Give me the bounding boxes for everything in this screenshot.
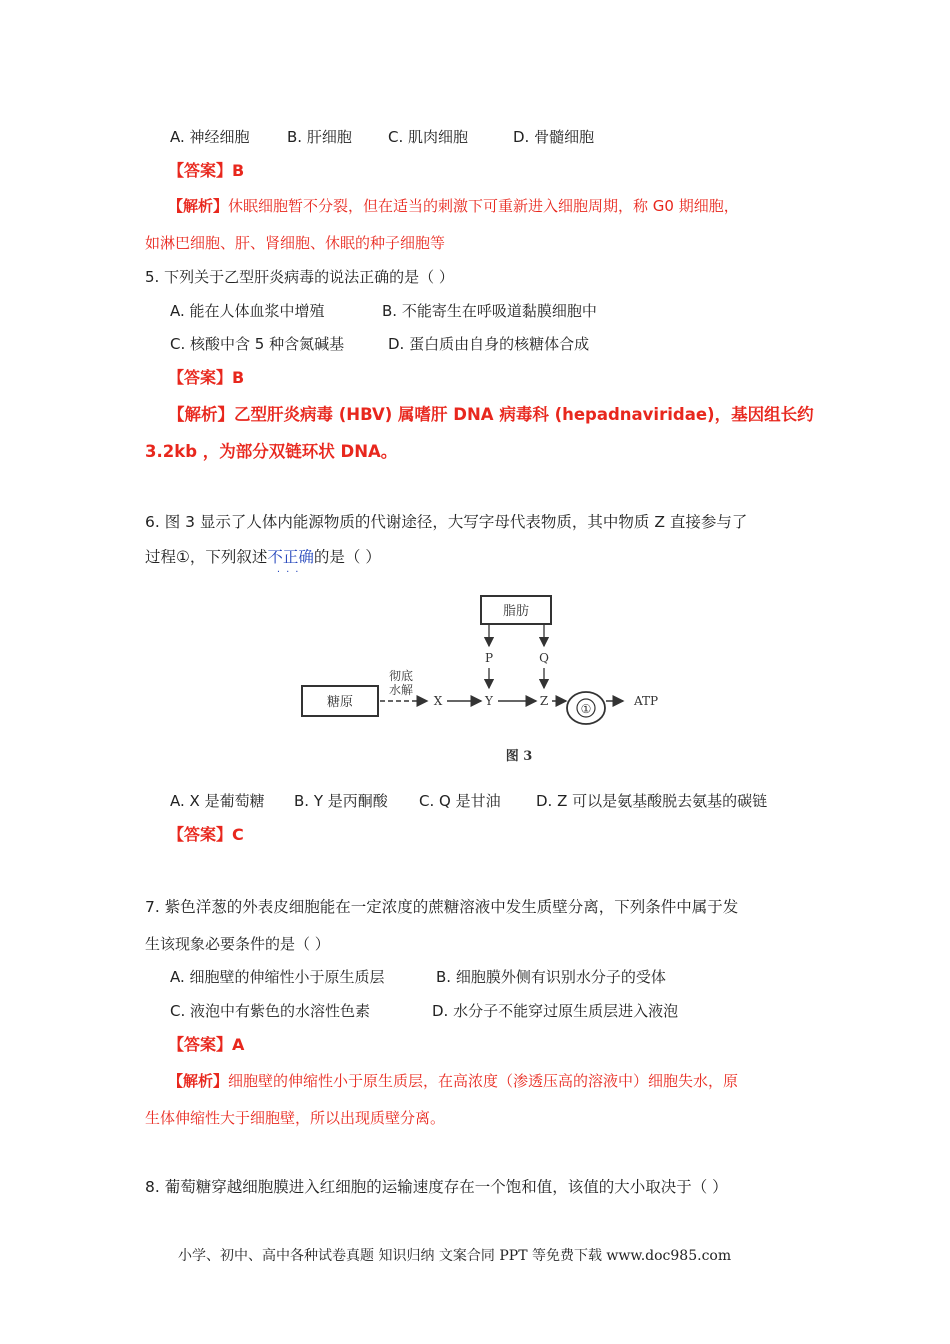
q5-answer: 【答案】B (168, 368, 245, 387)
q4-explain-text-1: 休眠细胞暂不分裂，但在适当的刺激下可重新进入细胞周期，称 G0 期细胞， (228, 197, 739, 215)
q4-explanation-line-2: 如淋巴细胞、肝、肾细胞、休眠的种子细胞等 (145, 234, 446, 252)
q6-option-b: B. Y 是丙酮酸 (294, 792, 388, 810)
q7-answer: 【答案】A (168, 1035, 245, 1054)
q5-explanation-line-1: 【解析】乙型肝炎病毒 (HBV) 属嗜肝 DNA 病毒科 (hepadnaviridae)，基因组长约 (168, 405, 814, 424)
q4-explain-label: 【解析】 (168, 197, 229, 215)
q5-option-b: B. 不能寄生在呼吸道黏膜细胞中 (382, 302, 597, 320)
q6-option-a: A. X 是葡萄糖 (170, 792, 265, 810)
q6-option-d: D. Z 可以是氨基酸脱去氨基的碳链 (536, 792, 768, 810)
q6-emphasis (267, 548, 314, 578)
q7-option-c: C. 液泡中有紫色的水溶性色素 (170, 1002, 371, 1020)
q-label: Q (539, 651, 549, 665)
q5-options-row-1 (170, 301, 597, 321)
cycle-label: ① (580, 702, 592, 716)
q4-explanation-line-1 (168, 196, 739, 216)
x-label: X (433, 694, 443, 708)
q6-options (170, 791, 767, 811)
q7-option-d: D. 水分子不能穿过原生质层进入液泡 (432, 1002, 679, 1020)
q6-stem-line-1: 6. 图 3 显示了人体内能源物质的代谢途径，大写字母代表物质，其中物质 Z 直接参与了 (145, 513, 748, 531)
q7-option-b: B. 细胞膜外侧有识别水分子的受体 (436, 968, 666, 986)
z-label: Z (539, 694, 549, 708)
q5-stem: 5. 下列关于乙型肝炎病毒的说法正确的是（ ） (145, 268, 454, 286)
q7-option-a: A. 细胞壁的伸缩性小于原生质层 (170, 968, 385, 986)
q7-options-row-2 (170, 1001, 678, 1021)
q6-stem-pre: 过程①，下列叙述 (145, 548, 268, 566)
q4-option-b: B. 肝细胞 (287, 128, 352, 146)
q7-explain-text-1: 细胞壁的伸缩性小于原生质层，在高浓度（渗透压高的溶液中）细胞失水，原 (228, 1072, 739, 1090)
q7-stem-line-1: 7. 紫色洋葱的外表皮细胞能在一定浓度的蔗糖溶液中发生质壁分离，下列条件中属于发 (145, 898, 739, 916)
metabolism-diagram (290, 588, 670, 768)
fat-label: 脂肪 (502, 604, 530, 619)
q6-stem-line-2 (145, 547, 381, 578)
q5-options-row-2 (170, 334, 589, 354)
q7-explanation-line-1 (168, 1071, 738, 1091)
q7-stem-line-2: 生该现象必要条件的是（ ） (145, 935, 330, 953)
q4-answer: 【答案】B (168, 161, 245, 180)
q6-option-c: C. Q 是甘油 (419, 792, 501, 810)
atp-label: ATP (633, 694, 659, 708)
hydrolysis-label-1: 彻底 (388, 669, 414, 683)
q7-explain-label: 【解析】 (168, 1072, 229, 1090)
q5-option-a: A. 能在人体血浆中增殖 (170, 302, 325, 320)
hydrolysis-label-2: 水解 (388, 683, 414, 697)
q5-explanation-line-2: 3.2kb ，为部分双链环状 DNA。 (145, 442, 398, 461)
q7-explanation-line-2: 生体伸缩性大于细胞壁，所以出现质壁分离。 (145, 1109, 446, 1127)
q4-option-d: D. 骨髓细胞 (513, 128, 595, 146)
y-label: Y (485, 694, 493, 708)
q8-stem: 8. 葡萄糖穿越细胞膜进入红细胞的运输速度存在一个饱和值，该值的大小取决于（ ） (145, 1178, 728, 1196)
p-label: P (484, 651, 494, 665)
figure-caption: 图 3 (505, 749, 533, 764)
q4-option-c: C. 肌肉细胞 (388, 128, 469, 146)
q4-option-a: A. 神经细胞 (170, 128, 250, 146)
glycogen-label: 糖原 (326, 695, 354, 710)
q7-options-row-1 (170, 967, 666, 987)
q6-emphasis-text: 不正确 (267, 548, 314, 566)
emphasis-dots: ··· (276, 567, 305, 578)
q6-stem-post: 的是（ ） (313, 548, 381, 566)
page-footer: 小学、初中、高中各种试卷真题 知识归纳 文案合同 PPT 等免费下载 www.doc985.com (178, 1248, 732, 1264)
q5-option-c: C. 核酸中含 5 种含氮碱基 (170, 335, 345, 353)
q6-answer: 【答案】C (168, 825, 244, 844)
q4-options (170, 127, 594, 147)
q5-option-d: D. 蛋白质由自身的核糖体合成 (388, 335, 590, 353)
